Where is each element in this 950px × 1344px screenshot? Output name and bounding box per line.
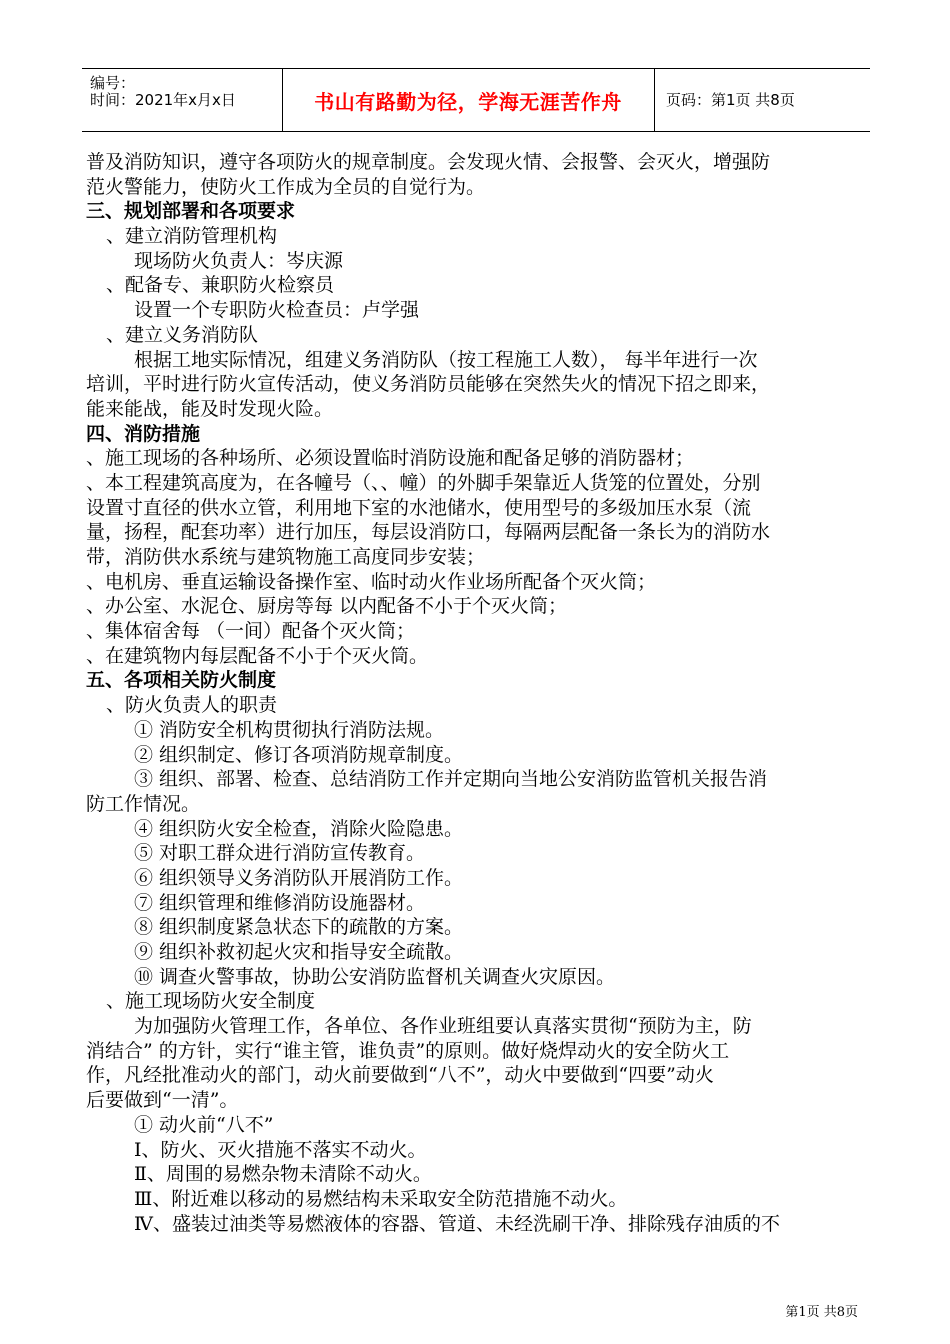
body-text-line: Ⅰ、防火、灭火措施不落实不动火。 [134, 1138, 427, 1161]
body-text-line: 范火警能力，使防火工作成为全员的自觉行为。 [86, 175, 486, 198]
section-heading: 四、消防措施 [86, 422, 201, 445]
body-text-line: 防工作情况。 [86, 792, 201, 815]
serial-number-label: 编号： [90, 74, 136, 92]
document-body [86, 150, 866, 1236]
body-text-line: 普及消防知识，遵守各项防火的规章制度。会发现火情、会报警、会灭火，增强防 [86, 151, 771, 173]
body-text-line: 后要做到“一清”。 [86, 1089, 239, 1112]
section-heading: 三、规划部署和各项要求 [86, 200, 296, 223]
body-text-line: 、办公室、水泥仓、厨房等每 以内配备不小于个灭火筒； [86, 595, 568, 618]
body-text-line: ③ 组织、部署、检查、总结消防工作并定期向当地公安消防监管机关报告消 [134, 768, 768, 791]
body-text-line: Ⅱ、周围的易燃杂物未清除不动火。 [134, 1163, 432, 1186]
body-text-line: 作，凡经批准动火的部门，动火前要做到“八不”，动火中要做到“四要”动火 [86, 1064, 714, 1087]
body-text-line: 量，扬程，配套功率）进行加压，每层设消防口，每隔两层配备一条长为的消防水 [86, 521, 771, 544]
body-text-line: 培训，平时进行防火宣传活动，使义务消防员能够在突然失火的情况下招之即来， [86, 373, 771, 396]
body-text-line: 、防火负责人的职责 [106, 694, 278, 717]
body-text-line: ⑩ 调查火警事故，协助公安消防监督机关调查火灾原因。 [134, 965, 616, 988]
body-text-line: 现场防火负责人：岑庆源 [134, 249, 344, 272]
body-text-line: 消结合” 的方针，实行“谁主管，谁负责”的原则。做好烧焊动火的安全防火工 [86, 1039, 730, 1062]
body-text-line: Ⅳ、盛装过油类等易燃液体的容器、管道、未经洗刷干净、排除残存油质的不 [134, 1212, 780, 1235]
body-text-line: ⑥ 组织领导义务消防队开展消防工作。 [134, 866, 464, 889]
document-header [82, 68, 870, 132]
body-text-line: 根据工地实际情况，组建义务消防队（按工程施工人数）， 每半年进行一次 [134, 348, 758, 371]
body-text-line: 、施工现场的各种场所、必须设置临时消防设施和配备足够的消防器材； [86, 447, 695, 470]
body-text-line: ⑧ 组织制度紧急状态下的疏散的方案。 [134, 916, 464, 939]
body-text-line: 、本工程建筑高度为，在各幢号（、、幢）的外脚手架靠近人货笼的位置处，分别 [86, 471, 761, 494]
body-text-line: 为加强防火管理工作，各单位、各作业班组要认真落实贯彻“预防为主，防 [134, 1015, 752, 1038]
body-text-line: 、建立消防管理机构 [106, 225, 278, 248]
body-text-line: ① 消防安全机构贯彻执行消防法规。 [134, 718, 445, 741]
body-text-line: 、电机房、垂直运输设备操作室、临时动火作业场所配备个灭火筒； [86, 570, 657, 593]
body-text-line: ⑤ 对职工群众进行消防宣传教育。 [134, 842, 426, 865]
body-text-line: ⑨ 组织补救初起火灾和指导安全疏散。 [134, 941, 464, 963]
header-left-cell [82, 69, 283, 131]
body-text-line: 、在建筑物内每层配备不小于个灭火筒。 [86, 644, 429, 667]
body-text-line: 、建立义务消防队 [106, 323, 259, 346]
body-text-line: ④ 组织防火安全检查，消除火险隐患。 [134, 817, 464, 840]
body-text-line: ⑦ 组织管理和维修消防设施器材。 [134, 891, 426, 914]
body-text-line: 设置寸直径的供水立管，利用地下室的水池储水，使用型号的多级加压水泵（流 [86, 496, 752, 519]
page-footer: 第1页 共8页 [785, 1305, 858, 1320]
section-heading: 五、各项相关防火制度 [86, 669, 277, 692]
body-text-line: 设置一个专职防火检查员：卢学强 [134, 299, 420, 322]
body-text-line: Ⅲ、附近难以移动的易燃结构未采取安全防范措施不动火。 [134, 1187, 628, 1210]
body-text-line: 、施工现场防火安全制度 [106, 990, 316, 1013]
body-text-line: 能来能战，能及时发现火险。 [86, 397, 334, 420]
page-number-label: 页码：第1页 共8页 [666, 91, 795, 109]
header-right-cell [654, 69, 870, 131]
body-text-line: ② 组织制定、修订各项消防规章制度。 [134, 743, 464, 766]
body-text-line: 、集体宿舍每 （一间）配备个灭火筒； [86, 620, 416, 643]
body-text-line: 带，消防供水系统与建筑物施工高度同步安装； [86, 546, 486, 568]
body-text-line: ① 动火前“八不” [134, 1113, 274, 1136]
header-center-cell [282, 69, 655, 131]
header-motto: 书山有路勤为径，学海无涯苦作舟 [314, 90, 622, 114]
body-text-line: 、配备专、兼职防火检察员 [106, 274, 335, 297]
date-label: 时间：2021年x月x日 [90, 91, 236, 109]
